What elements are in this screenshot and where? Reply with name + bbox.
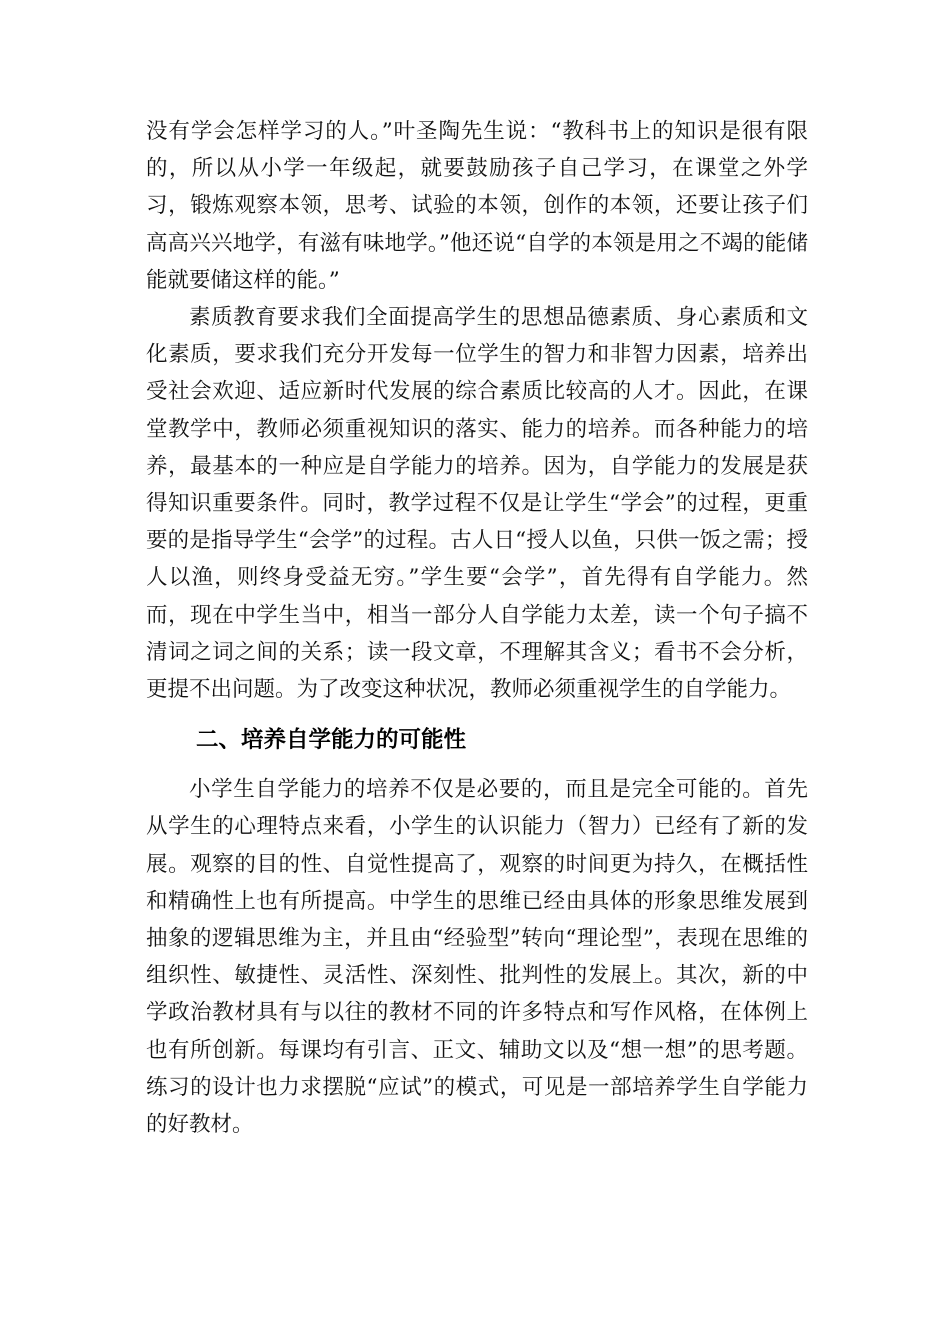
paragraph-possibility: 小学生自学能力的培养不仅是必要的，而且是完全可能的。首先从学生的心理特点来看，小学生的认识能力（智力）已经有了新的发展。观察的目的性、自觉性提高了，观察的时间更为持久，在概括性和精确性上也有所提高。中学生的思维已经由具体的形象思维发展到抽象的逻辑思维为主，并且由“经验型”转向“理论型”，表现在思维的组织性、敏捷性、灵活性、深刻性、批判性的发展上。其次，新的中学政治教材具有与以往的教材不同的许多特点和写作风格，在体例上也有所创新。每课均有引言、正文、辅助文以及“想一想”的思考题。练习的设计也力求摆脱“应试”的模式，可见是一部培养学生自学能力的好教材。 xyxy=(146,777,808,1138)
section-heading: 二、培养自学能力的可能性 xyxy=(196,727,467,754)
document-body xyxy=(146,113,808,1143)
paragraph-quality-education: 素质教育要求我们全面提高学生的思想品德素质、身心素质和文化素质，要求我们充分开发每一位学生的智力和非智力因素，培养出受社会欢迎、适应新时代发展的综合素质比较高的人才。因此，在课堂教学中，教师必须重视知识的落实、能力的培养。而各种能力的培养，最基本的一种应是自学能力的培养。因为，自学能力的发展是获得知识重要条件。同时，教学过程不仅是让学生“学会”的过程，更重要的是指导学生“会学”的过程。古人日“授人以鱼，只供一饭之需；授人以渔，则终身受益无穷。”学生要“会学”，首先得有自学能力。然而，现在中学生当中，相当一部分人自学能力太差，读一个句子搞不清词之词之间的关系；读一段文章，不理解其含义；看书不会分析，更提不出问题。为了改变这种状况，教师必须重视学生的自学能力。 xyxy=(146,305,808,703)
paragraph-continuation: 没有学会怎样学习的人。”叶圣陶先生说：“教科书上的知识是很有限的，所以从小学一年级起，就要鼓励孩子自己学习，在课堂之外学习，锻炼观察本领，思考、试验的本领，创作的本领，还要让孩子们高高兴兴地学，有滋有味地学。”他还说“自学的本领是用之不竭的能储能就要储这样的能。” xyxy=(146,119,808,293)
